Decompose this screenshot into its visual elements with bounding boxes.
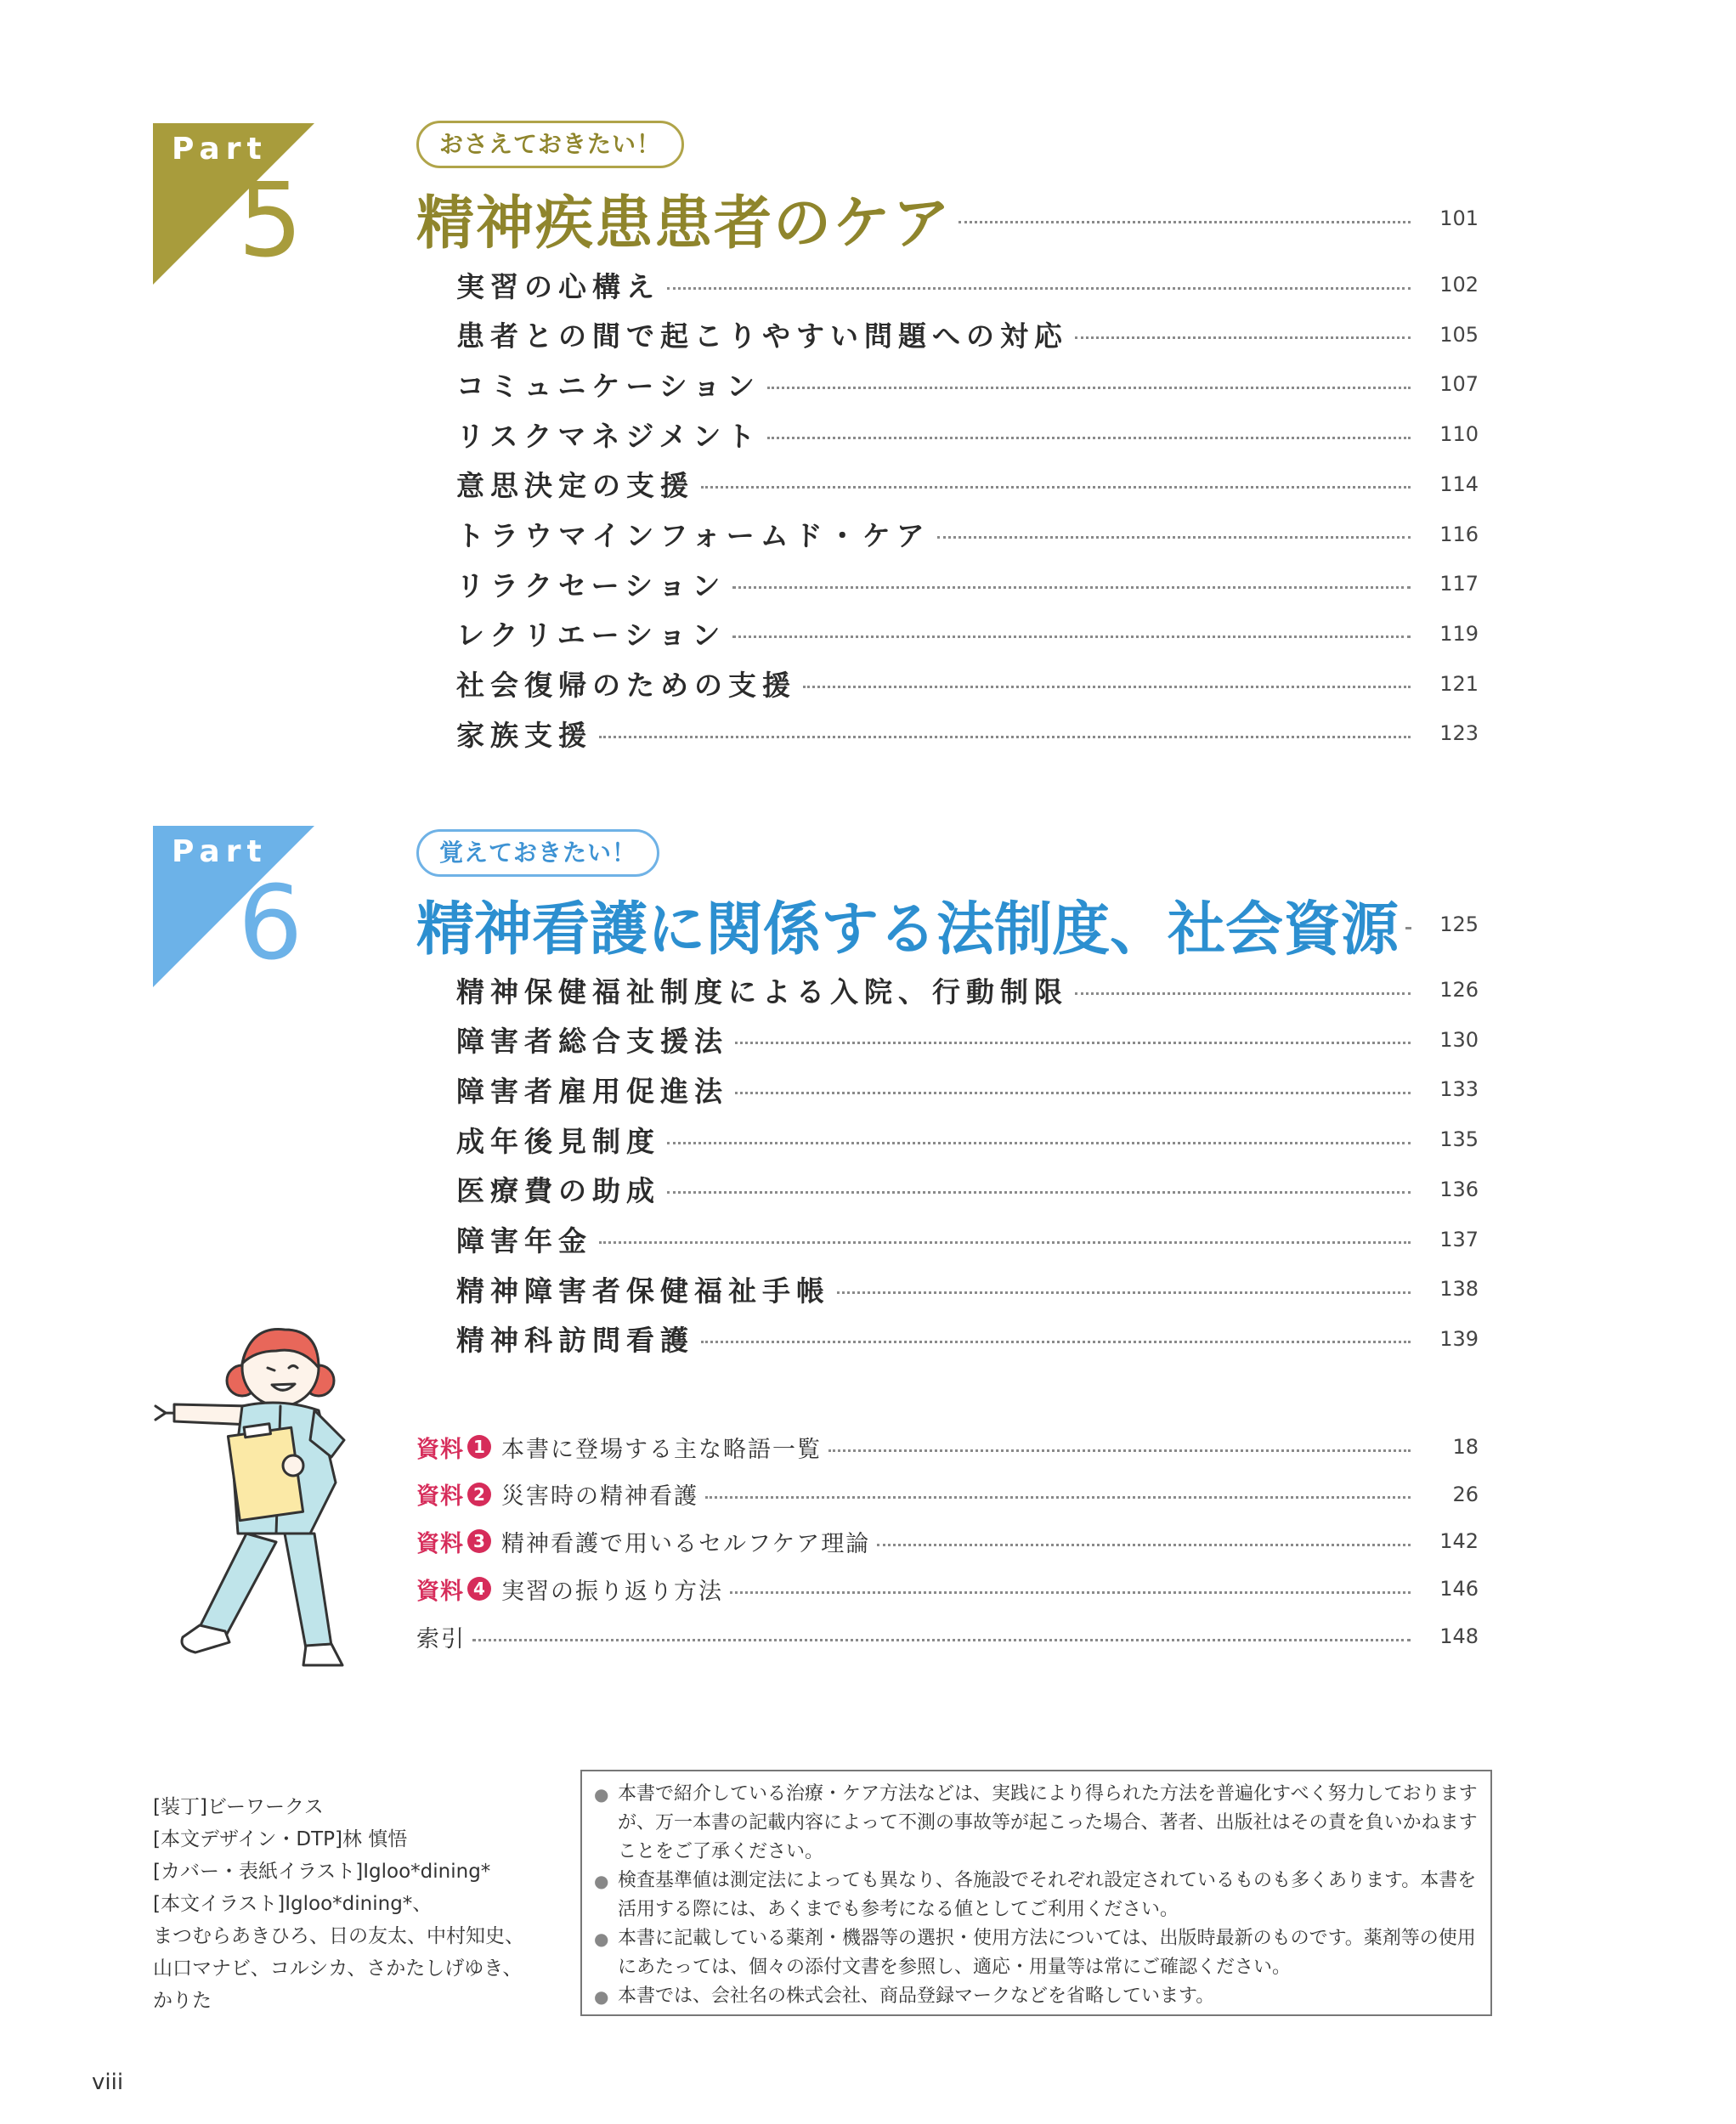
part5-badge [153,123,314,285]
leader-dots [837,1291,1411,1294]
leader-dots [472,1639,1411,1641]
toc-item[interactable] [456,1218,1479,1261]
appendix-item-label-group [416,1477,698,1511]
notice-box [580,1770,1492,2016]
part6-pill-label: 覚えておきたい！ [416,829,659,877]
leader-dots [701,1341,1411,1343]
toc-item-label: 精神保健福祉制度による入院、行動制限 [456,974,1068,1008]
toc-item-page: 123 [1439,721,1479,746]
appendix-number-badge: 1 [467,1435,491,1459]
toc-item[interactable] [456,463,1479,506]
appendix-item-label: 本書に登場する主な略語一覧 [501,1436,822,1463]
appendix-tag: 資料 [416,1436,464,1463]
leader-dots [599,736,1411,738]
toc-item-page: 119 [1439,621,1479,646]
leader-dots [1075,336,1411,339]
credit-line: [本文イラスト]Igloo*dining*、 [153,1893,433,1915]
toc-item-page: 105 [1439,322,1479,347]
leader-dots [732,586,1411,589]
leader-dots [667,1191,1411,1194]
leader-dots [767,437,1411,439]
leader-dots [958,221,1411,223]
toc-item-label: 社会復帰のための支援 [456,669,796,703]
part5-badge-word: Part [172,132,268,167]
toc-item[interactable] [456,1068,1479,1110]
part5-pill-label: おさえておきたい！ [416,121,684,168]
appendix-item-page: 26 [1452,1482,1479,1506]
toc-item[interactable] [456,513,1479,556]
leader-dots [937,536,1411,539]
leader-dots [877,1544,1411,1546]
appendix-item[interactable] [416,1569,1479,1608]
part6-badge-word: Part [172,834,268,869]
appendix-item-page: 142 [1439,1529,1479,1554]
appendix-tag: 資料 [416,1530,464,1557]
toc-item-page: 126 [1439,978,1479,1002]
toc-item[interactable] [456,363,1479,405]
toc-item-page: 135 [1439,1127,1479,1152]
toc-item[interactable] [456,712,1479,754]
part6-chapter-title[interactable] [416,886,1479,963]
toc-item-label: 患者との間で起こりやすい問題への対応 [456,319,1068,353]
toc-item[interactable] [456,413,1479,455]
part5-title-text: 精神疾患患者のケア [416,189,953,257]
toc-item[interactable] [456,1268,1479,1310]
notice-item: ● 本書では、会社名の株式会社、商品登録マークなどを省略しています。 [594,1982,1479,2011]
toc-item-label: 精神障害者保健福祉手帳 [456,1274,830,1308]
toc-item-label: 意思決定の支援 [456,469,694,503]
part6-badge [153,826,314,987]
leader-dots [735,1042,1411,1044]
toc-item-label: 障害者総合支援法 [456,1025,728,1059]
credit-line: [装丁]ビーワークス [153,1796,324,1818]
toc-item-label: 家族支援 [456,718,592,752]
leader-dots [735,1092,1411,1094]
toc-item[interactable] [456,663,1479,705]
part6-title-text: 精神看護に関係する法制度、社会資源 [416,895,1400,963]
credit-line: まつむらあきひろ、日の友太、中村知史、 [153,1925,524,1947]
toc-item-label: 障害年金 [456,1224,592,1257]
toc-item-page: 139 [1439,1326,1479,1351]
leader-dots [705,1496,1411,1499]
toc-item-page: 114 [1439,472,1479,496]
toc-item[interactable] [456,1168,1479,1211]
credit-line: 山口マナビ、コルシカ、さかたしげゆき、 [153,1957,523,1980]
toc-item-page: 130 [1439,1027,1479,1052]
toc-item[interactable] [456,1019,1479,1061]
index-label: 索引 [416,1625,466,1652]
toc-item-page: 121 [1439,671,1479,696]
appendix-tag: 資料 [416,1578,464,1605]
page-number: viii [92,2070,124,2095]
toc-item-label: コミュニケーション [456,369,761,403]
part5-title-page: 101 [1439,206,1479,230]
index-page: 148 [1439,1624,1479,1648]
leader-dots [599,1241,1411,1244]
appendix-item-label-group [416,1525,870,1558]
toc-item-label: 精神科訪問看護 [456,1324,694,1358]
nurse-pointing-illustration-icon [149,1321,378,1678]
appendix-number-badge: 4 [467,1577,491,1601]
toc-item[interactable] [456,1318,1479,1360]
index-row[interactable] [416,1617,1479,1656]
toc-item[interactable] [456,613,1479,655]
toc-item-page: 116 [1439,522,1479,546]
appendix-number-badge: 2 [467,1483,491,1506]
toc-item[interactable] [456,263,1479,306]
leader-dots [701,486,1411,489]
appendix-item-label-group [416,1431,822,1464]
leader-dots [1075,992,1411,995]
toc-item-label: 成年後見制度 [456,1124,660,1158]
leader-dots [767,387,1411,389]
toc-item-label: トラウマインフォームド・ケア [456,519,930,552]
toc-item-label: レクリエーション [456,619,727,652]
notice-item: ● 本書に記載している薬剤・機器等の選択・使用方法については、出版時最新のものです。薬剤等の使用にあたっては、個々の添付文書を参照し、適応・用量等は常にご確認ください。 [594,1924,1479,1982]
appendix-item-page: 146 [1439,1577,1479,1601]
appendix-item-label: 災害時の精神看護 [501,1483,698,1511]
toc-item-page: 136 [1439,1177,1479,1201]
toc-item-page: 107 [1439,372,1479,397]
part6-title-page: 125 [1439,912,1479,936]
appendix-item-label-group [416,1573,723,1606]
appendix-number-badge: 3 [467,1529,491,1553]
appendix-item[interactable] [416,1427,1479,1466]
part5-badge-number: 5 [238,162,303,280]
leader-dots [732,636,1411,638]
leader-dots [1405,927,1411,929]
notice-item: ● 検査基準値は測定法によっても異なり、各施設でそれぞれ設定されているものも多くあります。本書を活用する際には、あくまでも参考になる値としてご利用ください。 [594,1867,1479,1924]
appendix-item[interactable] [416,1475,1479,1514]
toc-item-page: 102 [1439,273,1479,297]
leader-dots [667,287,1411,290]
toc-item[interactable] [456,969,1479,1011]
appendix-item-page: 18 [1452,1435,1479,1459]
toc-item-page: 133 [1439,1077,1479,1102]
part6-badge-number: 6 [238,865,303,983]
notice-item: ● 本書で紹介している治療・ケア方法などは、実践により得られた方法を普遍化すべく努力しておりますが、万一本書の記載内容によって不測の事故等が起こった場合、著者、出版社はその責を負いかねますことをご了承ください。 [594,1780,1479,1867]
credits-block [153,1791,552,2017]
toc-item-label: リスクマネジメント [456,419,761,453]
appendix-item-label: 実習の振り返り方法 [501,1578,723,1605]
toc-item-page: 117 [1439,572,1479,596]
leader-dots [667,1142,1411,1144]
leader-dots [803,686,1411,688]
appendix-tag: 資料 [416,1483,464,1511]
credit-line: [カバー・表紙イラスト]Igloo*dining* [153,1861,491,1883]
toc-item[interactable] [456,314,1479,356]
part5-chapter-title[interactable] [416,180,1479,257]
leader-dots [828,1449,1411,1452]
toc-item-page: 138 [1439,1277,1479,1302]
toc-item[interactable] [456,1118,1479,1161]
appendix-item[interactable] [416,1522,1479,1561]
credit-line: [本文デザイン・DTP]林 慎悟 [153,1828,408,1850]
toc-item-label: リラクセーション [456,568,727,602]
leader-dots [730,1591,1411,1594]
toc-item-label: 医療費の助成 [456,1174,660,1208]
toc-item-page: 137 [1439,1227,1479,1251]
toc-item-label: 障害者雇用促進法 [456,1074,728,1108]
toc-item[interactable] [456,562,1479,605]
toc-item-label: 実習の心構え [456,269,660,303]
credit-line: かりた [153,1990,212,2012]
appendix-item-label: 精神看護で用いるセルフケア理論 [501,1530,871,1557]
toc-item-page: 110 [1439,422,1479,447]
